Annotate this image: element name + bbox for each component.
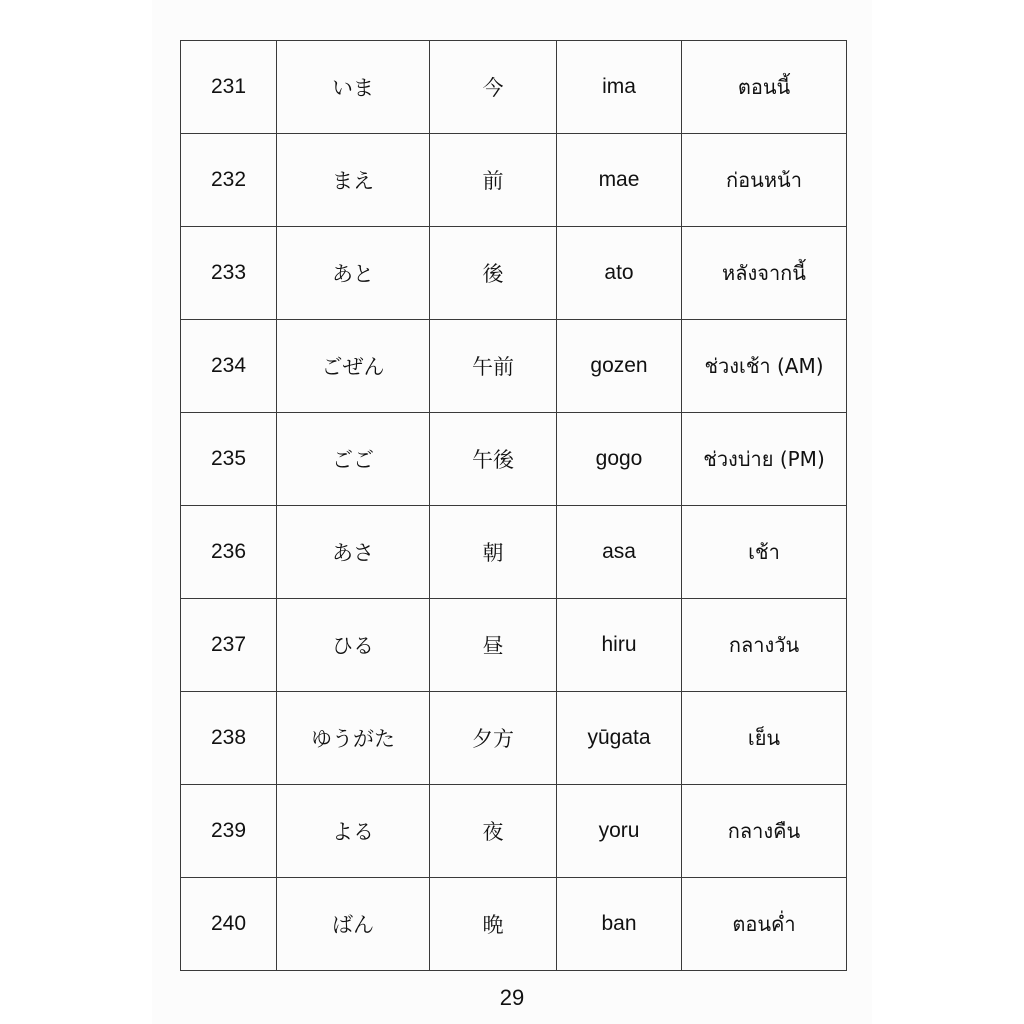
entry-number: 239	[181, 785, 277, 878]
vocabulary-table	[180, 40, 847, 971]
thai-meaning-cell: เย็น	[682, 692, 847, 785]
romaji-cell: ban	[557, 878, 682, 971]
entry-number: 231	[181, 41, 277, 134]
kanji-cell: 夕方	[430, 692, 557, 785]
table-row	[181, 878, 847, 971]
entry-number: 236	[181, 506, 277, 599]
kana-cell: ゆうがた	[277, 692, 430, 785]
entry-number: 240	[181, 878, 277, 971]
table-row	[181, 413, 847, 506]
thai-meaning-cell: เช้า	[682, 506, 847, 599]
romaji-cell: ima	[557, 41, 682, 134]
table-row	[181, 599, 847, 692]
romaji-cell: mae	[557, 134, 682, 227]
thai-meaning-cell: ก่อนหน้า	[682, 134, 847, 227]
romaji-cell: gogo	[557, 413, 682, 506]
table-row	[181, 134, 847, 227]
thai-meaning-cell: ตอนนี้	[682, 41, 847, 134]
thai-meaning-cell: หลังจากนี้	[682, 227, 847, 320]
thai-meaning-cell: กลางคืน	[682, 785, 847, 878]
thai-meaning-cell: ช่วงเช้า (AM)	[682, 320, 847, 413]
kanji-cell: 後	[430, 227, 557, 320]
romaji-cell: hiru	[557, 599, 682, 692]
entry-number: 232	[181, 134, 277, 227]
table-row	[181, 227, 847, 320]
kana-cell: ひる	[277, 599, 430, 692]
kana-cell: あさ	[277, 506, 430, 599]
entry-number: 234	[181, 320, 277, 413]
romaji-cell: ato	[557, 227, 682, 320]
thai-meaning-cell: ตอนค่ำ	[682, 878, 847, 971]
kana-cell: ごぜん	[277, 320, 430, 413]
thai-meaning-cell: กลางวัน	[682, 599, 847, 692]
kanji-cell: 午前	[430, 320, 557, 413]
table-row	[181, 506, 847, 599]
kana-cell: あと	[277, 227, 430, 320]
kanji-cell: 朝	[430, 506, 557, 599]
entry-number: 238	[181, 692, 277, 785]
table-row	[181, 692, 847, 785]
kanji-cell: 夜	[430, 785, 557, 878]
entry-number: 235	[181, 413, 277, 506]
table-row	[181, 320, 847, 413]
romaji-cell: gozen	[557, 320, 682, 413]
entry-number: 237	[181, 599, 277, 692]
kanji-cell: 前	[430, 134, 557, 227]
kana-cell: まえ	[277, 134, 430, 227]
kana-cell: ごご	[277, 413, 430, 506]
table-row	[181, 785, 847, 878]
kana-cell: よる	[277, 785, 430, 878]
kana-cell: いま	[277, 41, 430, 134]
kanji-cell: 晩	[430, 878, 557, 971]
romaji-cell: yūgata	[557, 692, 682, 785]
table-row	[181, 41, 847, 134]
page-number: 29	[499, 985, 525, 1010]
romaji-cell: yoru	[557, 785, 682, 878]
kanji-cell: 午後	[430, 413, 557, 506]
romaji-cell: asa	[557, 506, 682, 599]
kanji-cell: 昼	[430, 599, 557, 692]
entry-number: 233	[181, 227, 277, 320]
kana-cell: ばん	[277, 878, 430, 971]
thai-meaning-cell: ช่วงบ่าย (PM)	[682, 413, 847, 506]
kanji-cell: 今	[430, 41, 557, 134]
